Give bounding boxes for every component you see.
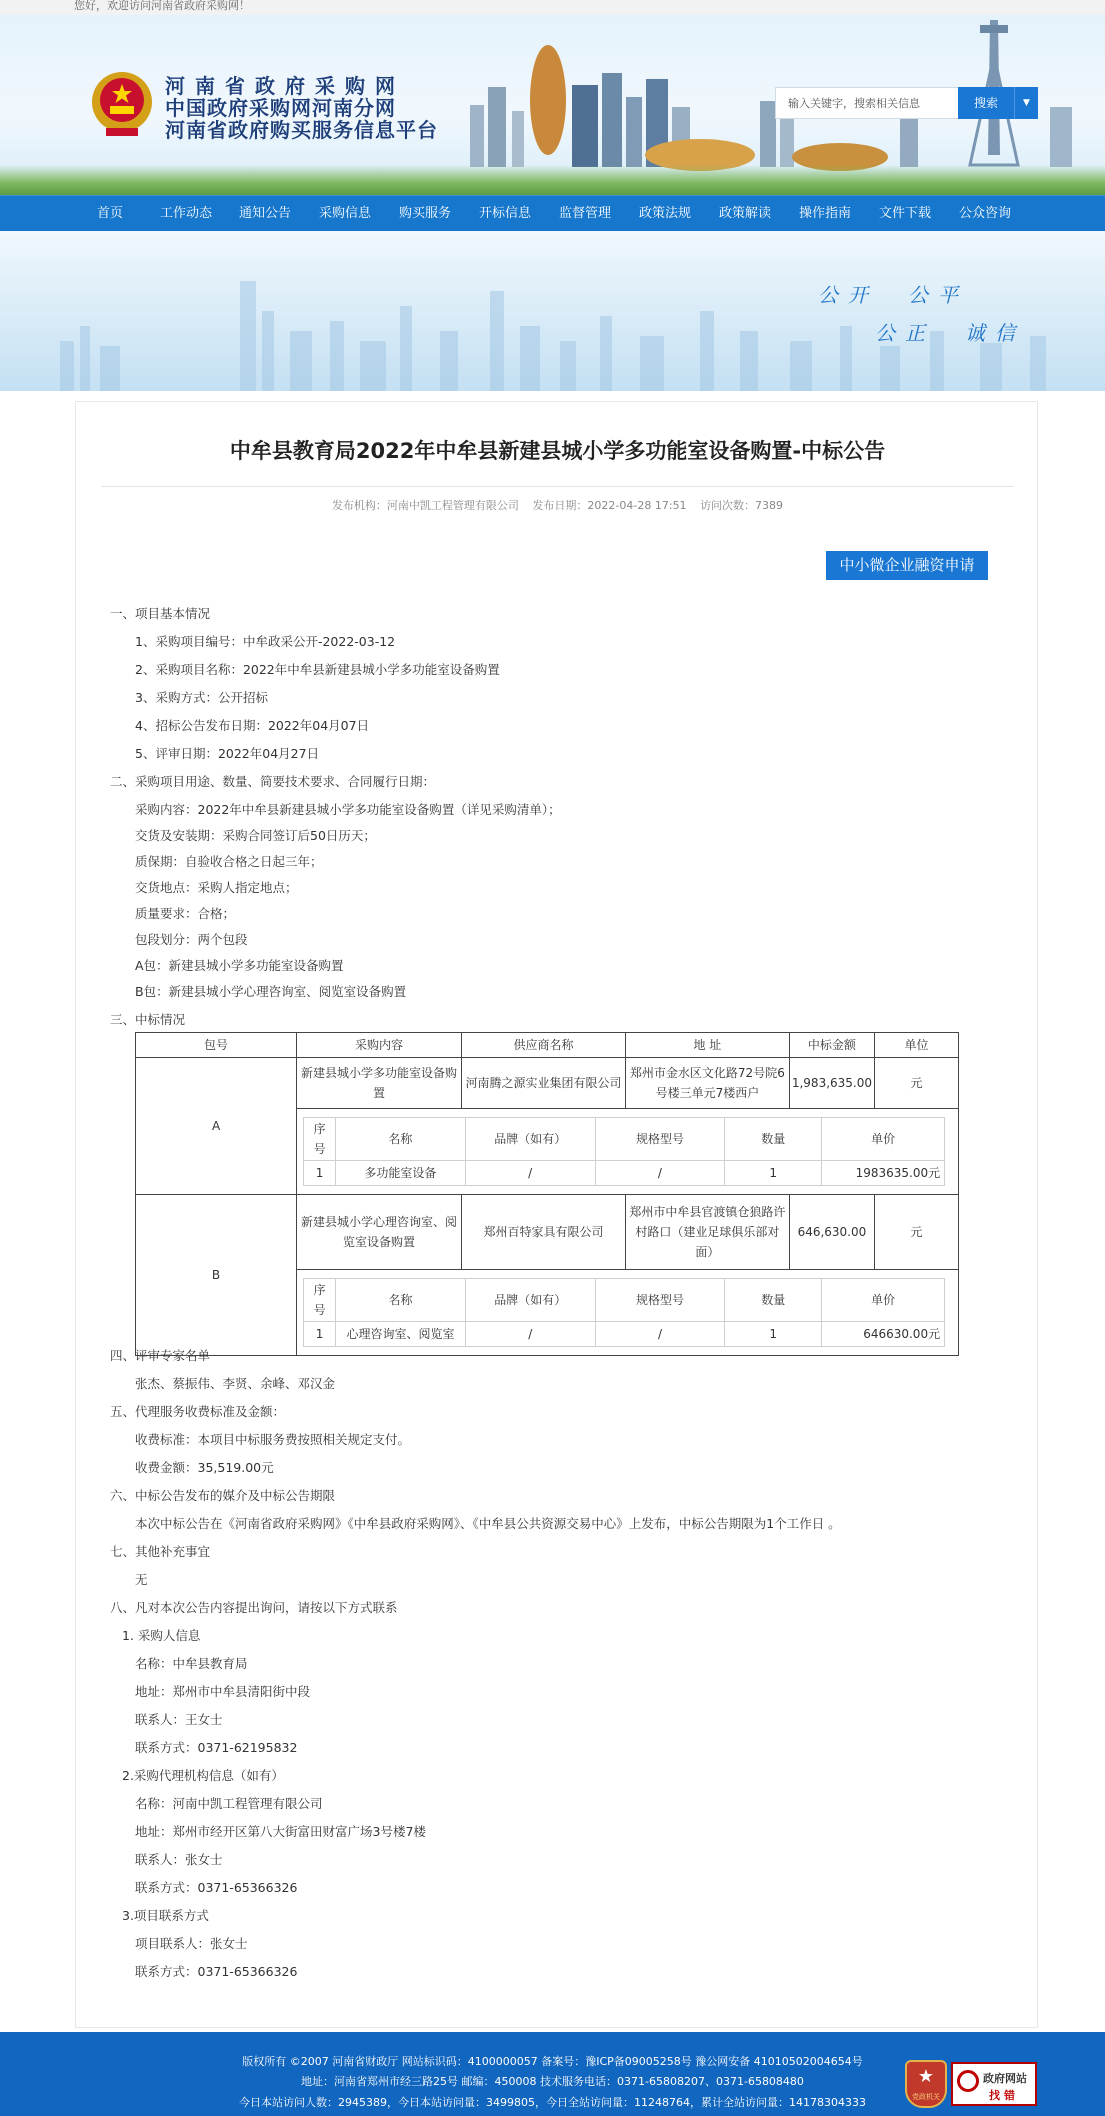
section-heading-1: 一、项目基本情况 [110, 606, 211, 621]
body-line: 采购内容：2022年中牟县新建县城小学多功能室设备购置（详见采购清单）； [135, 802, 561, 817]
body-line: 联系人：王女士 [135, 1712, 223, 1727]
welcome-bar [0, 0, 1105, 15]
banner [0, 231, 1105, 391]
meta-visits: 访问次数：7389 [700, 499, 784, 512]
meta-date: 发布日期：2022-04-28 17:51 [532, 499, 687, 512]
inner-cell: 多功能室设备 [336, 1161, 466, 1186]
body-line: 4、招标公告发布日期：2022年04月07日 [135, 718, 370, 733]
body-line: 联系方式：0371-65366326 [135, 1964, 298, 1979]
inner-cell: 1 [725, 1161, 822, 1186]
body-line: 地址：郑州市中牟县清阳街中段 [135, 1684, 311, 1699]
badge1-text: 党政机关 [912, 2093, 940, 2101]
nav-downloads[interactable]: 文件下载 [879, 206, 932, 221]
gov-site-report-error-badge[interactable] [951, 2062, 1037, 2106]
banner-slogan-line-1: 公开 公平 [818, 283, 968, 307]
footer-copyright: 版权所有 ©2007 河南省财政厅 网站标识码：4100000057 备案号：豫ICP备09005258号 豫公网安备 41010502004654号 [242, 2055, 863, 2068]
nav-notices[interactable]: 通知公告 [239, 206, 292, 221]
body-line: 收费金额：35,519.00元 [135, 1460, 274, 1475]
badge2-line-2: 找错 [989, 2089, 1019, 2102]
inner-header-cell: 品牌（如有） [465, 1118, 595, 1161]
section-heading-3: 三、中标情况 [110, 1012, 186, 1027]
search-button[interactable]: 搜索 [958, 87, 1014, 119]
subsection-heading: 1. 采购人信息 [122, 1628, 201, 1643]
inner-cell: 646630.00元 [822, 1322, 945, 1347]
body-line: B包：新建县城小学心理咨询室、阅览室设备购置 [135, 984, 407, 999]
inner-header-cell: 名称 [336, 1118, 466, 1161]
header-cell: 采购内容 [297, 1033, 462, 1058]
inner-header-row [304, 1279, 945, 1322]
inner-cell: / [465, 1322, 595, 1347]
nav-policy-interpretation[interactable]: 政策解读 [719, 206, 772, 221]
body-line: A包：新建县城小学多功能室设备购置 [135, 958, 344, 973]
package-content: 新建县城小学心理咨询室、阅览室设备购置 [297, 1195, 462, 1270]
banner-skyline-illustration [0, 231, 1105, 391]
main-nav [0, 195, 1105, 231]
search-input[interactable] [776, 88, 958, 118]
sme-finance-button[interactable]: 中小微企业融资申请 [826, 551, 988, 580]
nav-home[interactable]: 首页 [97, 206, 124, 221]
inner-header-cell: 数量 [725, 1118, 822, 1161]
site-footer [0, 2032, 1105, 2116]
package-content: 新建县城小学多功能室设备购置 [297, 1058, 462, 1109]
amount-unit: 元 [875, 1195, 959, 1270]
nav-supervision[interactable]: 监督管理 [559, 206, 612, 221]
body-line: 质保期：自验收合格之日起三年； [135, 854, 323, 869]
header-cell: 单位 [875, 1033, 959, 1058]
body-line: 联系方式：0371-65366326 [135, 1880, 298, 1895]
body-line: 无 [135, 1572, 148, 1587]
supplier-address: 郑州市金水区文化路72号院6号楼三单元7楼西户 [625, 1058, 789, 1109]
inner-cell: / [595, 1322, 725, 1347]
footer-visit-stats: 今日本站访问人数：2945389，今日本站访问量：3499805，今日全站访问量：11248764，累计全站访问量：14178304333 [239, 2096, 866, 2109]
inner-cell: / [595, 1161, 725, 1186]
article-title: 中牟县教育局2022年中牟县新建县城小学多功能室设备购置-中标公告 [229, 439, 886, 463]
award-table [135, 1032, 959, 1356]
header-cell: 包号 [136, 1033, 297, 1058]
header-cell: 地 址 [625, 1033, 789, 1058]
section-heading-6: 六、中标公告发布的媒介及中标公告期限 [110, 1488, 336, 1503]
site-name-3: 河南省政府购买服务信息平台 [165, 118, 438, 142]
greenery-strip [0, 165, 1105, 195]
header-cell: 中标金额 [789, 1033, 874, 1058]
package-id: A [136, 1058, 297, 1195]
inner-header-cell: 序号 [304, 1118, 336, 1161]
nav-policies[interactable]: 政策法规 [639, 206, 692, 221]
item-detail-cell [297, 1109, 959, 1195]
body-line: 5、评审日期：2022年04月27日 [135, 746, 320, 761]
footer-address: 地址：河南省郑州市经三路25号 邮编：450008 技术服务电话：0371-65808207、0371-65808480 [301, 2075, 804, 2088]
amount-unit: 元 [875, 1058, 959, 1109]
site-name-2: 中国政府采购网河南分网 [165, 96, 396, 120]
body-line: 包段划分：两个包段 [135, 932, 248, 947]
article-meta [101, 486, 1014, 513]
body-line: 交货地点：采购人指定地点； [135, 880, 298, 895]
body-line: 名称：河南中凯工程管理有限公司 [135, 1796, 323, 1811]
item-detail-table [303, 1117, 945, 1186]
item-detail-cell [297, 1270, 959, 1356]
nav-purchase-services[interactable]: 购买服务 [399, 206, 452, 221]
section-heading-4: 四、评审专家名单 [110, 1348, 211, 1363]
section-heading-5: 五、代理服务收费标准及金额： [110, 1404, 286, 1419]
body-line: 3、采购方式：公开招标 [135, 690, 268, 705]
inner-header-cell: 单价 [822, 1118, 945, 1161]
badge2-line-1: 政府网站 [983, 2072, 1027, 2085]
national-emblem-icon [90, 70, 154, 140]
nav-procurement-info[interactable]: 采购信息 [319, 206, 372, 221]
body-line: 本次中标公告在《河南省政府采购网》《中牟县政府采购网》、《中牟县公共资源交易中心》上发布，中标公告期限为1个工作日 。 [135, 1516, 841, 1531]
body-line: 联系方式：0371-62195832 [135, 1740, 298, 1755]
section-heading-7: 七、其他补充事宜 [110, 1544, 211, 1559]
inner-header-row [304, 1118, 945, 1161]
award-amount: 1,983,635.00 [789, 1058, 874, 1109]
inner-header-cell: 名称 [336, 1279, 466, 1322]
badge-glyph: ★ [917, 2066, 935, 2087]
body-line: 收费标准：本项目中标服务费按照相关规定支付。 [135, 1432, 411, 1447]
supplier-name: 河南腾之源实业集团有限公司 [462, 1058, 626, 1109]
inner-row [304, 1161, 945, 1186]
meta-publisher: 发布机构：河南中凯工程管理有限公司 [331, 499, 519, 512]
award-amount: 646,630.00 [789, 1195, 874, 1270]
inner-cell: 1 [304, 1322, 336, 1347]
inner-header-cell: 单价 [822, 1279, 945, 1322]
inner-cell: 心理咨询室、阅览室 [336, 1322, 466, 1347]
subsection-heading: 3.项目联系方式 [122, 1908, 209, 1923]
search-box [775, 87, 1037, 119]
header-cell: 供应商名称 [462, 1033, 626, 1058]
inner-header-cell: 规格型号 [595, 1279, 725, 1322]
nav-guide[interactable]: 操作指南 [799, 206, 852, 221]
supplier-name: 郑州百特家具有限公司 [462, 1195, 626, 1270]
magnifier-icon [957, 2070, 979, 2092]
inner-cell: 1 [304, 1161, 336, 1186]
site-name-block [165, 75, 438, 141]
inner-header-cell: 品牌（如有） [465, 1279, 595, 1322]
section-heading-2: 二、采购项目用途、数量、简要技术要求、合同履行日期： [110, 774, 436, 789]
inner-header-cell: 规格型号 [595, 1118, 725, 1161]
chevron-down-icon[interactable]: ▼ [1014, 87, 1038, 119]
table-row [136, 1058, 959, 1109]
section-heading-8: 八、凡对本次公告内容提出询问，请按以下方式联系 [110, 1600, 398, 1615]
nav-public-consult[interactable]: 公众咨询 [959, 206, 1012, 221]
inner-cell: 1983635.00元 [822, 1161, 945, 1186]
party-gov-badge-icon[interactable] [905, 2060, 947, 2108]
body-line: 张杰、蔡振伟、李贤、余峰、邓汉金 [135, 1376, 336, 1391]
package-id: B [136, 1195, 297, 1356]
award-table-header-row [136, 1033, 959, 1058]
inner-header-cell: 数量 [725, 1279, 822, 1322]
table-row [136, 1195, 959, 1270]
site-name-1: 河南省政府采购网 [165, 74, 405, 98]
inner-cell: / [465, 1161, 595, 1186]
item-detail-table [303, 1278, 945, 1347]
banner-slogan-line-2: 公正 诚信 [875, 321, 1025, 345]
subsection-heading: 2.采购代理机构信息（如有） [122, 1768, 284, 1783]
body-line: 名称：中牟县教育局 [135, 1656, 248, 1671]
nav-bid-opening[interactable]: 开标信息 [479, 206, 532, 221]
supplier-address: 郑州市中牟县官渡镇仓狼路许村路口（建业足球俱乐部对面） [625, 1195, 789, 1270]
nav-work-news[interactable]: 工作动态 [160, 206, 213, 221]
body-line: 2、采购项目名称：2022年中牟县新建县城小学多功能室设备购置 [135, 662, 500, 677]
body-line: 1、采购项目编号：中牟政采公开-2022-03-12 [135, 634, 396, 649]
body-line: 地址：郑州市经开区第八大街富田财富广场3号楼7楼 [135, 1824, 426, 1839]
inner-header-cell: 序号 [304, 1279, 336, 1322]
body-line: 质量要求：合格； [135, 906, 236, 921]
welcome-text: 您好，欢迎访问河南省政府采购网！ [74, 0, 250, 12]
inner-cell: 1 [725, 1322, 822, 1347]
body-line: 项目联系人：张女士 [135, 1936, 248, 1951]
site-header [0, 15, 1105, 195]
body-line: 联系人：张女士 [135, 1852, 223, 1867]
inner-row [304, 1322, 945, 1347]
body-line: 交货及安装期：采购合同签订后50日历天； [135, 828, 376, 843]
